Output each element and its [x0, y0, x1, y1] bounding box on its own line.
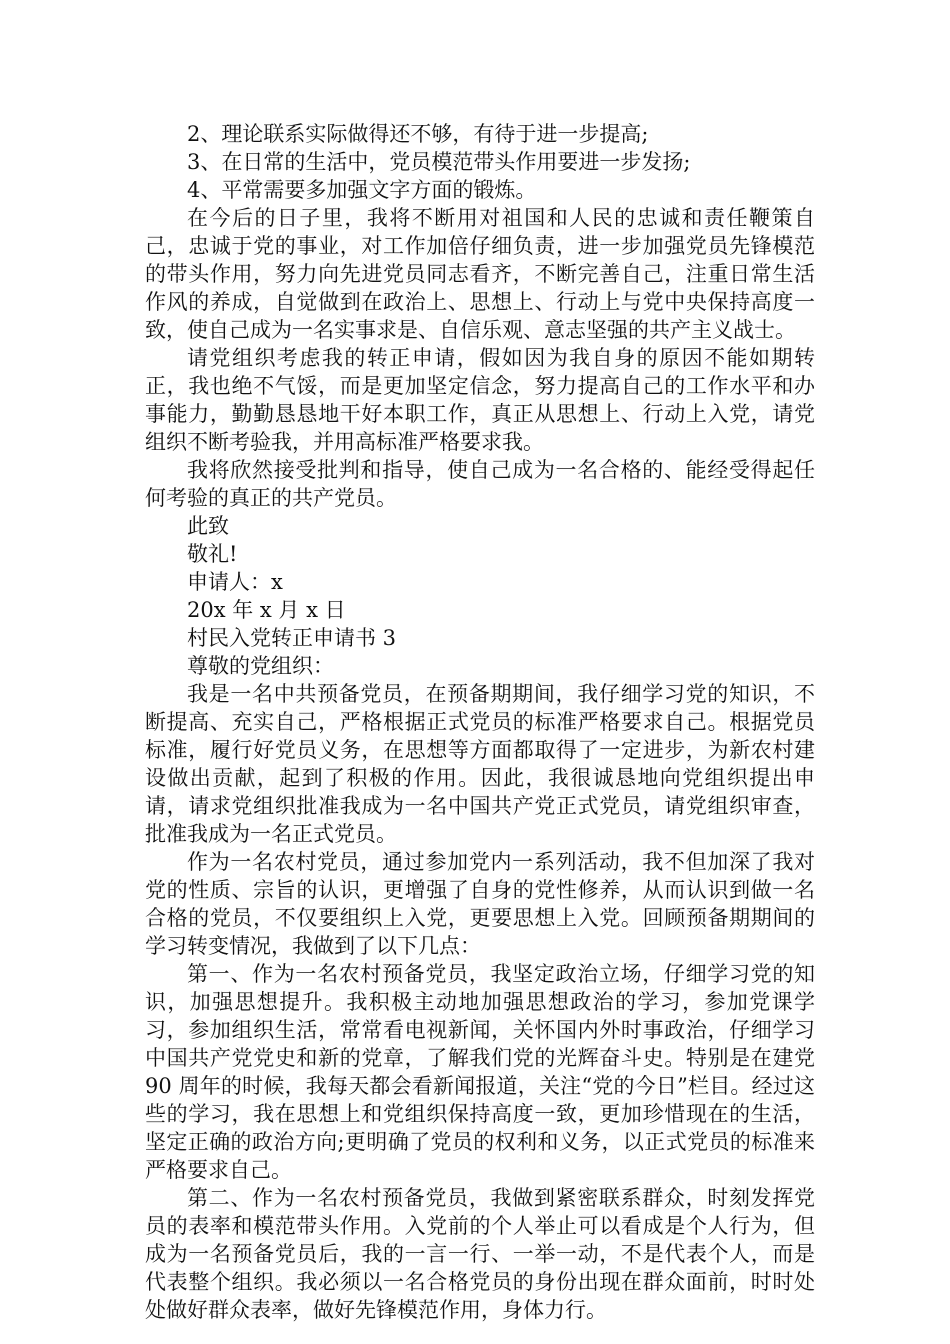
paragraph-intro: 我是一名中共预备党员，在预备期期间，我仔细学习党的知识，不断提高、充实自己，严格根据正式党员的标准严格要求自己。根据党员标准，履行好党员义务，在思想等方面都取得了一定进步，为新农村建设做出贡献，起到了积极的作用。因此，我很诚恳地向党组织提出申请，请求党组织批准我成为一名中国共产党正式党员，请党组织审查，批准我成为一名正式党员。 — [145, 682, 815, 846]
paragraph-point-two: 第二、作为一名农村预备党员，我做到紧密联系群众，时刻发挥党员的表率和模范带头作用。入党前的个人举止可以看成是个人行为，但成为一名预备党员后，我的一言一行、一举一动，不是代表个人，而是代表整个组织。我必须以一名合格党员的身份出现在群众面前，时时处处做好群众表率，做好先锋模范作用，身体力行。 — [145, 1186, 815, 1322]
paragraph-accept-guidance: 我将欣然接受批判和指导，使自己成为一名合格的、能经受得起任何考验的真正的共产党员。 — [145, 458, 815, 510]
section-title: 村民入党转正申请书 3 — [187, 626, 397, 650]
document-page — [145, 120, 815, 1324]
applicant-line: 申请人：x — [187, 570, 283, 594]
paragraph-point-one: 第一、作为一名农村预备党员，我坚定政治立场，仔细学习党的知识，加强思想提升。我积极主动地加强思想政治的学习，参加党课学习，参加组织生活，常常看电视新闻，关怀国内外时事政治，仔细学习中国共产党党史和新的党章，了解我们党的光辉奋斗史。特别是在建党 90 周年的时候，我每天都会看新闻报道，关注“党的今日”栏目。经过这些的学习，我在思想上和党组织保持高度一致，更加珍惜现在的生活，坚定正确的政治方向;更明确了党员的权利和义务，以正式党员的标准来严格要求自己。 — [145, 962, 815, 1182]
closing-regards: 敬礼! — [187, 542, 238, 566]
paragraph-request-review: 请党组织考虑我的转正申请，假如因为我自身的原因不能如期转正，我也绝不气馁，而是更加坚定信念，努力提高自己的工作水平和办事能力，勤勤恳恳地干好本职工作，真正从思想上、行动上入党，请党组织不断考验我，并用高标准严格要求我。 — [145, 346, 815, 454]
paragraph-reflection: 作为一名农村党员，通过参加党内一系列活动，我不但加深了我对党的性质、宗旨的认识，更增强了自身的党性修养，从而认识到做一名合格的党员，不仅要组织上入党，更要思想上入党。回顾预备期期间的学习转变情况，我做到了以下几点： — [145, 850, 815, 958]
list-item-2: 2、理论联系实际做得还不够，有待于进一步提高; — [187, 122, 649, 146]
paragraph-future-commitment: 在今后的日子里，我将不断用对祖国和人民的忠诚和责任鞭策自己，忠诚于党的事业，对工作加倍仔细负责，进一步加强党员先锋模范的带头作用，努力向先进党员同志看齐，不断完善自己，注重日常生活作风的养成，自觉做到在政治上、思想上、行动上与党中央保持高度一致，使自己成为一名实事求是、自信乐观、意志坚强的共产主义战士。 — [145, 206, 815, 342]
list-item-3: 3、在日常的生活中，党员模范带头作用要进一步发扬; — [187, 150, 691, 174]
date-line: 20x 年 x 月 x 日 — [187, 598, 346, 622]
greeting-line: 尊敬的党组织： — [187, 654, 334, 678]
list-item-4: 4、平常需要多加强文字方面的锻炼。 — [187, 178, 537, 202]
closing-salutation: 此致 — [187, 514, 229, 538]
